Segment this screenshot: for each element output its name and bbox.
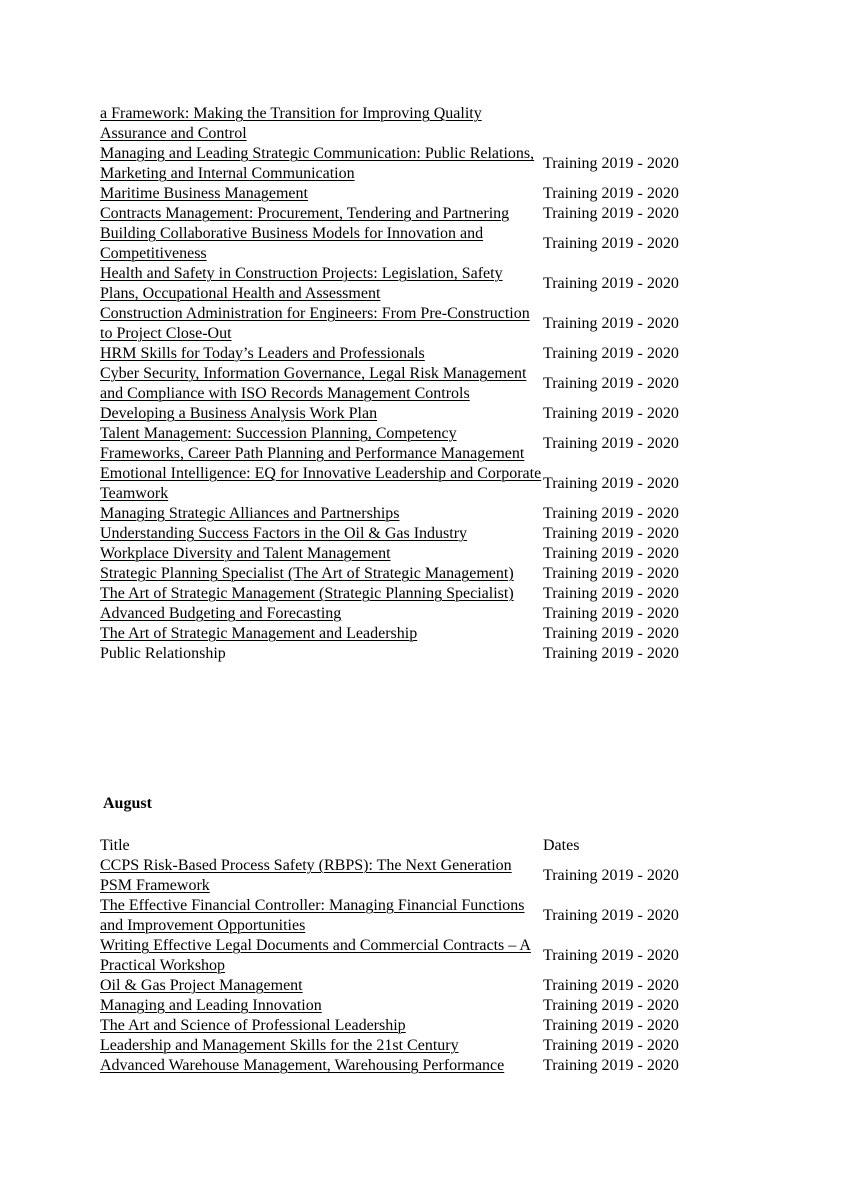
training-title-link[interactable]: Emotional Intelligence: EQ for Innovative Leadership and Corporate Teamwork [100, 465, 542, 502]
table-row [100, 544, 703, 564]
training-title-link[interactable]: Advanced Warehouse Management, Warehousing Performance [100, 1057, 505, 1074]
training-title-cell [100, 224, 543, 264]
training-date-cell: Training 2019 - 2020 [543, 645, 679, 662]
training-title-cell [100, 1016, 543, 1036]
training-title-cell [100, 996, 543, 1016]
training-date-cell: Training 2019 - 2020 [543, 235, 679, 252]
table-row [100, 504, 703, 524]
section-heading-august: August [103, 795, 152, 812]
training-date-cell: Training 2019 - 2020 [543, 155, 679, 172]
table-row [100, 584, 703, 604]
table-row [100, 896, 703, 936]
training-table-july [100, 104, 703, 664]
training-title-link[interactable]: Understanding Success Factors in the Oil & Gas Industry [100, 525, 468, 542]
training-date-cell: Training 2019 - 2020 [543, 375, 679, 392]
table-row [100, 976, 703, 996]
training-title-link[interactable]: Maritime Business Management [100, 185, 308, 202]
table-row [100, 624, 703, 644]
training-title-cell [100, 1036, 543, 1056]
training-title-cell [100, 264, 543, 304]
training-table-body [100, 856, 703, 1076]
training-title-link[interactable]: CCPS Risk-Based Process Safety (RBPS): The Next Generation PSM Framework [100, 857, 512, 894]
table-row [100, 604, 703, 624]
training-title-link[interactable]: Advanced Budgeting and Forecasting [100, 605, 342, 622]
training-date-cell: Training 2019 - 2020 [543, 505, 679, 522]
training-title-link[interactable]: Managing Strategic Alliances and Partnerships [100, 505, 400, 522]
training-title-cell [100, 564, 543, 584]
training-title-link[interactable]: Managing and Leading Innovation [100, 997, 322, 1014]
training-title-link[interactable]: Cyber Security, Information Governance, Legal Risk Management and Compliance with ISO Records Management Controls [100, 365, 527, 402]
training-title-link[interactable]: Developing a Business Analysis Work Plan [100, 405, 378, 422]
training-title-cell [100, 344, 543, 364]
table-row [100, 464, 703, 504]
training-table-august [100, 836, 703, 1076]
table-row [100, 204, 703, 224]
table-header-row [100, 836, 703, 856]
training-title-cell [100, 424, 543, 464]
training-title-link[interactable]: Strategic Planning Specialist (The Art of Strategic Management) [100, 565, 514, 582]
training-title-cell [100, 364, 543, 404]
training-title-link[interactable]: Writing Effective Legal Documents and Commercial Contracts – A Practical Workshop [100, 937, 531, 974]
training-date-cell: Training 2019 - 2020 [543, 405, 679, 422]
table-row [100, 304, 703, 344]
training-title-link[interactable]: Leadership and Management Skills for the 21st Century [100, 1037, 459, 1054]
training-title-link[interactable]: The Art of Strategic Management and Leadership [100, 625, 418, 642]
table-row [100, 364, 703, 404]
training-title-cell [100, 544, 543, 564]
training-title-cell [100, 624, 543, 644]
training-title-cell [100, 976, 543, 996]
training-date-cell: Training 2019 - 2020 [543, 545, 679, 562]
table-row [100, 996, 703, 1016]
training-title-link[interactable]: Construction Administration for Engineers: From Pre-Construction to Project Close-Out [100, 305, 530, 342]
training-date-cell: Training 2019 - 2020 [543, 315, 679, 332]
training-title-cell [100, 104, 543, 144]
training-title-cell [100, 404, 543, 424]
training-date-cell: Training 2019 - 2020 [543, 185, 679, 202]
training-date-cell: Training 2019 - 2020 [543, 565, 679, 582]
table-row [100, 424, 703, 464]
table-row [100, 1016, 703, 1036]
table-row [100, 856, 703, 896]
table-row [100, 564, 703, 584]
column-header-dates: Dates [543, 837, 580, 854]
training-title-link[interactable]: Building Collaborative Business Models for Innovation and Competitiveness [100, 225, 484, 262]
training-title-cell [100, 464, 543, 504]
training-date-cell: Training 2019 - 2020 [543, 275, 679, 292]
training-title-link[interactable]: HRM Skills for Today’s Leaders and Professionals [100, 345, 425, 362]
table-row [100, 144, 703, 184]
training-title-link[interactable]: The Effective Financial Controller: Managing Financial Functions and Improvement Opportunities [100, 897, 525, 934]
training-title-cell [100, 604, 543, 624]
training-title-link[interactable]: Managing and Leading Strategic Communication: Public Relations, Marketing and Internal Communication [100, 145, 535, 182]
training-title-cell [100, 584, 543, 604]
training-title-cell [100, 936, 543, 976]
table-row [100, 1036, 703, 1056]
training-title-cell [100, 144, 543, 184]
table-row [100, 644, 703, 664]
table-row [100, 404, 703, 424]
training-date-cell: Training 2019 - 2020 [543, 605, 679, 622]
table-row [100, 524, 703, 544]
training-title-cell [100, 856, 543, 896]
table-row [100, 936, 703, 976]
training-table-body [100, 104, 703, 664]
training-title-cell [100, 504, 543, 524]
training-title-link[interactable]: Oil & Gas Project Management [100, 977, 303, 994]
training-title-cell [100, 524, 543, 544]
training-title-cell [100, 304, 543, 344]
training-date-cell: Training 2019 - 2020 [543, 475, 679, 492]
training-date-cell: Training 2019 - 2020 [543, 907, 679, 924]
table-row [100, 104, 703, 144]
training-date-cell: Training 2019 - 2020 [543, 867, 679, 884]
training-title-cell [100, 1056, 543, 1076]
training-date-cell: Training 2019 - 2020 [543, 435, 679, 452]
training-date-cell: Training 2019 - 2020 [543, 525, 679, 542]
training-date-cell: Training 2019 - 2020 [543, 977, 679, 994]
training-title-link[interactable]: a Framework: Making the Transition for Improving Quality Assurance and Control [100, 105, 482, 142]
training-date-cell: Training 2019 - 2020 [543, 585, 679, 602]
table-row [100, 1056, 703, 1076]
table-row [100, 224, 703, 264]
training-date-cell: Training 2019 - 2020 [543, 947, 679, 964]
training-title-cell [100, 644, 543, 664]
training-title-cell [100, 184, 543, 204]
training-title-link[interactable]: Health and Safety in Construction Projects: Legislation, Safety Plans, Occupational Health and Assessment [100, 265, 503, 302]
training-title-cell [100, 896, 543, 936]
training-title-link[interactable]: Workplace Diversity and Talent Management [100, 545, 391, 562]
training-date-cell: Training 2019 - 2020 [543, 1037, 679, 1054]
training-title-link[interactable]: The Art of Strategic Management (Strategic Planning Specialist) [100, 585, 514, 602]
training-date-cell [543, 104, 703, 144]
training-title-cell [100, 204, 543, 224]
training-title-text: Public Relationship [100, 645, 226, 662]
table-row [100, 264, 703, 304]
training-date-cell: Training 2019 - 2020 [543, 345, 679, 362]
training-title-link[interactable]: Talent Management: Succession Planning, Competency Frameworks, Career Path Planning and Performance Management [100, 425, 525, 462]
training-date-cell: Training 2019 - 2020 [543, 1017, 679, 1034]
table-row [100, 344, 703, 364]
training-date-cell: Training 2019 - 2020 [543, 625, 679, 642]
training-date-cell: Training 2019 - 2020 [543, 997, 679, 1014]
column-header-title: Title [100, 837, 130, 854]
training-title-link[interactable]: The Art and Science of Professional Leadership [100, 1017, 406, 1034]
training-date-cell: Training 2019 - 2020 [543, 1057, 679, 1074]
training-title-link[interactable]: Contracts Management: Procurement, Tendering and Partnering [100, 205, 510, 222]
training-date-cell: Training 2019 - 2020 [543, 205, 679, 222]
table-row [100, 184, 703, 204]
